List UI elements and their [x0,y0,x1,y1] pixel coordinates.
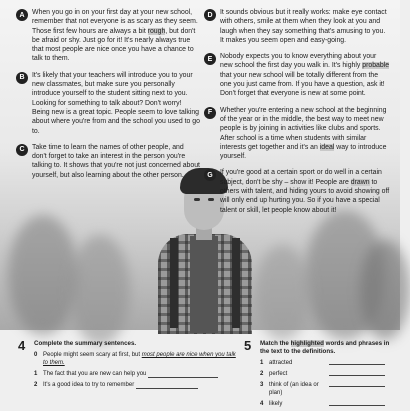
answer-blank[interactable] [148,372,218,378]
blurred-student [360,240,410,340]
paragraph-g [204,168,390,214]
text-run: Whether you're entering a new school at the beginning of the year or in the middle, the best way to meet new people is by joining in activities like clubs and sports. After school is a time when students with similar interests get together and it's an [220,106,387,151]
exercise-item [260,359,394,367]
exercise-item [34,381,238,389]
text-run: It's likely that your teachers will introduce you to your new classmates, but make sure you personally introduce yourself to the student sitting next to you. Looking for something to talk about? Don't worry! Being new is a great topic. People seem to love talking about where you're from and the school you used to go to. [32,71,200,135]
paragraph-letter-badge: E [204,53,216,65]
paragraph-text [220,8,390,45]
item-definition: think of (an idea or plan) [269,382,319,396]
text-run: Match the [260,340,291,347]
paragraph-text [32,8,200,64]
paragraph-c [16,143,200,180]
exercise-4 [18,340,238,392]
answer-blank[interactable] [136,383,198,389]
example-answer: most people are nice when you talk to them. [43,352,236,366]
item-text [43,370,238,378]
highlighted-word: rough [147,27,166,35]
highlighted-word: ideal [319,143,335,151]
text-run: When you go in on your first day at your new school, remember that not everyone is as scary as they seem. Those first few hours are always a bit [32,9,198,35]
paragraph-text [220,52,390,98]
item-number: 4 [260,401,264,407]
item-number: 1 [34,371,38,377]
text-run: to others with talent, and hiding yours to avoid showing off will only end up hurting you. So if you have a special talent or skill, let people know about it! [220,178,390,214]
item-prompt: It's a good idea to try to remember [43,382,136,388]
item-definition: attracted [269,360,293,366]
text-column-right [204,8,390,222]
exercise-item [260,370,394,378]
paragraph-a [16,8,200,64]
paragraph-e [204,52,390,98]
item-definition: likely [269,401,283,407]
text-run: It sounds obvious but it really works: make eye contact with others, smile at them when they look at you and laugh when they say something that's amusing to you. It makes you seem open and easy-going. [220,9,387,44]
highlighted-word: drawn [350,178,370,186]
blurred-student [70,235,130,345]
paragraph-text [220,168,390,214]
answer-blank[interactable] [329,370,385,376]
paragraph-letter-badge: D [204,9,216,21]
highlighted-word: probable [362,62,390,70]
paragraph-text [32,71,200,136]
answer-blank[interactable] [329,359,385,365]
text-run: Nobody expects you to know everything about your new school the first day you walk in. It's highly [220,53,377,70]
text-column-left [16,8,200,187]
exercise-number: 4 [18,338,26,353]
paragraph-b [16,71,200,136]
highlighted-word: highlighted [290,340,324,347]
item-text [43,381,238,389]
exercise-title [260,340,394,356]
text-run: , but don't be afraid or shy. Just go for it! It's nearly always true that most people are nice once you have a chance to talk to them. [32,27,196,63]
text-run: words and phrases in the text to the definitions. [260,340,390,355]
item-prompt: The fact that you are new can help you [43,371,149,377]
paragraph-text [220,106,390,162]
paragraph-letter-badge: B [16,72,28,84]
item-number: 1 [260,360,264,366]
text-run: If you're good at a certain sport or do well in a certain subject, don't be shy – show it! People are [220,169,382,186]
item-text [43,351,238,367]
exercise-item [34,351,238,367]
text-run: way to introduce yourself. [220,143,387,161]
item-definition: perfect [269,371,288,377]
exercise-5 [244,340,394,411]
blurred-student [255,245,310,340]
paragraph-text [32,143,200,180]
exercise-5-items [260,359,394,408]
paragraph-letter-badge: A [16,9,28,21]
exercise-number: 5 [244,338,252,353]
backpack-strap [170,238,178,328]
paragraph-letter-badge: C [16,144,28,156]
paragraph-letter-badge: G [204,169,216,181]
exercise-item [260,400,394,408]
item-number: 2 [260,371,264,377]
answer-blank[interactable] [329,381,385,387]
answer-blank[interactable] [329,400,385,406]
paragraph-d [204,8,390,45]
text-run: that your new school will be totally different from the one you just came from. If you have a question, ask it! Don't forget that everyone is new at some point. [220,71,385,98]
item-number: 3 [260,382,264,388]
exercise-title: Complete the summary sentences. [34,340,137,347]
exercise-4-items [34,351,238,389]
exercise-item [34,370,238,378]
paragraph-f [204,106,390,162]
item-prompt: People might seem scary at first, but [43,352,142,358]
blurred-student [8,215,78,335]
text-run: Take time to learn the names of other people, and don't forget to take an interest in the person you're talking to. It shows that you're not just concerned about yourself, but also learning about the other person. [32,143,200,179]
exercise-item [260,381,394,397]
item-number: 0 [34,352,38,358]
paragraph-letter-badge: F [204,107,216,119]
backpack-strap [232,238,240,328]
item-number: 2 [34,382,38,388]
